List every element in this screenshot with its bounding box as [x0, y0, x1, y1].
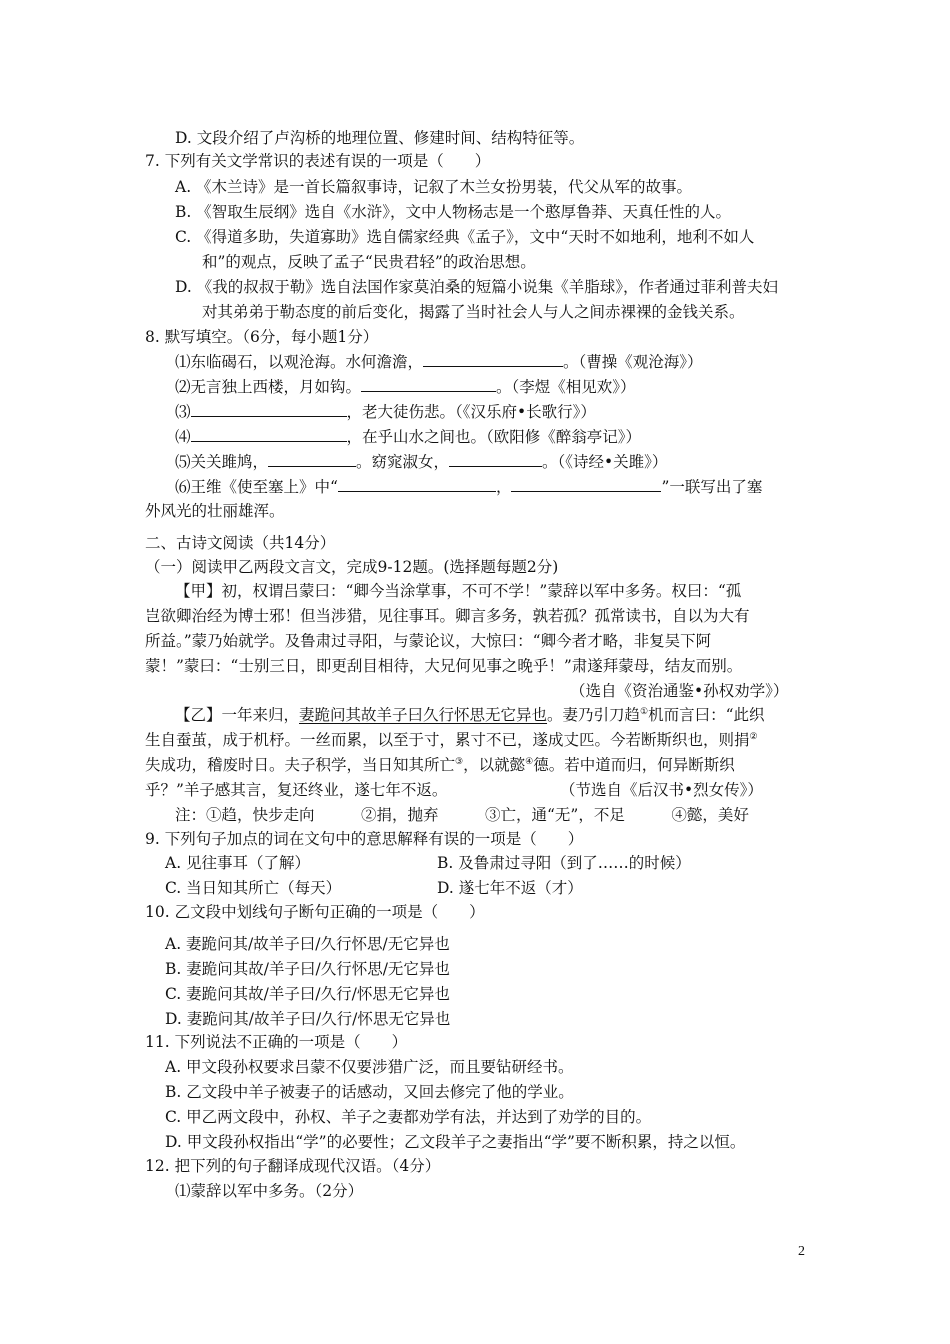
q8-item-6-text-a: ⑹王维《使至塞上》中“ — [175, 478, 338, 496]
q8-item-6-cont: 外风光的壮丽雄浑。 — [145, 502, 285, 520]
q8-item-1 — [175, 351, 703, 372]
q7-option-a: A. 《木兰诗》是一首长篇叙事诗，记叙了木兰女扮男装，代父从军的故事。 — [175, 178, 693, 196]
passage-yi-text-e: 失成功，稽废时日。夫子积学，当日知其所亡 — [145, 756, 456, 774]
q7-option-d-line1: D. 《我的叔叔于勒》选自法国作家莫泊桑的短篇小说集《羊脂球》，作者通过菲利普夫妇 — [175, 278, 778, 296]
q10-option-b: B. 妻跪问其故/羊子曰/久行怀思/无它异也 — [165, 960, 450, 978]
q12-stem: 12. 把下列的句子翻译成现代汉语。（4分） — [145, 1157, 441, 1175]
q8-item-5-blank-1[interactable] — [268, 451, 356, 467]
q6-option-d: D. 文段介绍了卢沟桥的地理位置、修建时间、结构特征等。 — [175, 129, 585, 147]
passage-jia-source: （选自《资治通鉴•孙权劝学》） — [570, 682, 789, 700]
q11-option-d: D. 甲文段孙权指出“学”的必要性；乙文段羊子之妻指出“学”要不断积累，持之以恒。 — [165, 1133, 746, 1151]
q9-option-b: B. 及鲁肃过寻阳（到了……的时候） — [437, 854, 691, 872]
q8-item-4 — [175, 426, 641, 447]
q10-stem: 10. 乙文段中划线句子断句正确的一项是（ ） — [145, 903, 485, 921]
passage-jia-line1: 【甲】初，权谓吕蒙曰：“卿今当涂掌事，不可不学！”蒙辞以军中多务。权曰：“孤 — [175, 582, 742, 600]
q11-stem: 11. 下列说法不正确的一项是（ ） — [145, 1033, 408, 1051]
q8-item-1-source: 。（曹操《观沧海》） — [563, 353, 703, 371]
passage-yi-source: （节选自《后汉书•烈女传》） — [560, 781, 763, 799]
note-ref-4: ④ — [525, 756, 534, 767]
q9-option-c: C. 当日知其所亡（每天） — [165, 879, 342, 897]
q9-stem: 9. 下列句子加点的词在文句中的意思解释有误的一项是（ ） — [145, 830, 584, 848]
passage-yi-text-d: 生自蚕茧，成于机杼。一丝而累，以至于寸，累寸不已，遂成丈匹。今若断斯织也，则捐 — [145, 731, 750, 749]
q8-item-4-blank[interactable] — [191, 426, 347, 442]
passage-yi-line3 — [145, 755, 735, 775]
q10-option-c: C. 妻跪问其故/羊子曰/久行/怀思无它异也 — [165, 985, 450, 1003]
passage-yi-text-f: ，以就懿 — [463, 756, 526, 774]
note-ref-2: ② — [749, 731, 758, 742]
passage-jia-line3: 所益。”蒙乃始就学。及鲁肃过寻阳，与蒙论议，大惊曰：“卿今者才略，非复吴下阿 — [145, 632, 712, 650]
q8-item-5-text-a: ⑸关关雎鸠， — [175, 453, 269, 471]
passage-yi-underlined-sentence: 妻跪问其故羊子曰久行怀思无它异也 — [299, 706, 548, 724]
passage-yi-text-a: 【乙】一年来归， — [175, 706, 300, 724]
q12-item-1: ⑴蒙辞以军中多务。（2分） — [175, 1182, 364, 1200]
q11-option-b: B. 乙文段中羊子被妻子的话感动，又回去修完了他的学业。 — [165, 1083, 574, 1101]
q8-item-6-comma: ， — [495, 478, 512, 496]
q8-item-5-source: 。（《诗经•关雎》） — [542, 453, 668, 471]
passage-jia-line4: 蒙！”蒙曰：“士别三日，即更刮目相待，大兄何见事之晚乎！”肃遂拜蒙母，结友而别。 — [145, 657, 743, 675]
q7-option-d-line2: 对其弟弟于勒态度的前后变化，揭露了当时社会人与人之间赤裸裸的金钱关系。 — [202, 303, 745, 321]
q8-item-4-label: ⑷ — [175, 428, 191, 446]
passage-yi-notes: 注：①趋，快步走向 ②捐，抛弃 ③亡，通“无”，不足 ④懿，美好 — [175, 806, 749, 824]
q10-option-d: D. 妻跪问其/故羊子曰/久行/怀思无它异也 — [165, 1010, 451, 1028]
q8-item-6-blank-1[interactable] — [338, 476, 496, 492]
passage-yi-text-b: 。妻乃引刀趋 — [547, 706, 641, 724]
q8-item-1-blank[interactable] — [423, 351, 563, 367]
q8-item-5-text-b: 。窈窕淑女， — [356, 453, 450, 471]
q8-item-3-label: ⑶ — [175, 403, 191, 421]
q7-stem: 7. 下列有关文学常识的表述有误的一项是（ ） — [145, 152, 491, 170]
q8-item-5 — [175, 451, 667, 472]
q8-item-2-blank[interactable] — [361, 376, 496, 392]
q8-item-6 — [175, 476, 762, 497]
q8-item-4-text: ，在乎山水之间也。（欧阳修《醉翁亭记》） — [346, 428, 642, 446]
q8-item-3-text: ，老大徒伤悲。（《汉乐府•长歌行》） — [346, 403, 596, 421]
passage-yi-line1 — [175, 705, 765, 725]
section-2-title: 二、古诗文阅读（共14分） — [145, 534, 336, 552]
q7-option-c-line1: C. 《得道多助，失道寡助》选自儒家经典《孟子》，文中“天时不如地利，地利不如人 — [175, 228, 755, 246]
passage-yi-line4: 乎？”羊子感其言，复还终业，遂七年不返。 — [145, 781, 448, 799]
section-2-subtitle: （一）阅读甲乙两段文言文，完成9-12题。(选择题每题2分) — [145, 558, 559, 576]
q8-item-3 — [175, 401, 596, 422]
q11-option-a: A. 甲文段孙权要求吕蒙不仅要涉猎广泛，而且要钻研经书。 — [165, 1058, 574, 1076]
passage-jia-line2: 岂欲卿治经为博士邪！但当涉猎，见往事耳。卿言多务，孰若孤？孤常读书，自以为大有 — [145, 607, 750, 625]
q8-item-6-text-b: ”一联写出了塞 — [661, 478, 763, 496]
q8-stem: 8. 默写填空。（6分，每小题1分） — [145, 328, 379, 346]
q9-option-a: A. 见往事耳（了解） — [165, 854, 311, 872]
q8-item-6-blank-2[interactable] — [511, 476, 661, 492]
q8-item-1-text: ⑴东临碣石，以观沧海。水何澹澹， — [175, 353, 424, 371]
q8-item-2-text: ⑵无言独上西楼，月如钩。 — [175, 378, 362, 396]
passage-yi-text-c: 机而言曰：“此织 — [648, 706, 765, 724]
q9-option-d: D. 遂七年不返（才） — [437, 879, 583, 897]
note-ref-3: ③ — [455, 756, 464, 767]
q8-item-2 — [175, 376, 636, 397]
q7-option-b: B. 《智取生辰纲》选自《水浒》，文中人物杨志是一个憨厚鲁莽、天真任性的人。 — [175, 203, 731, 221]
q8-item-2-source: 。（李煜《相见欢》） — [496, 378, 636, 396]
q11-option-c: C. 甲乙两文段中，孙权、羊子之妻都劝学有法，并达到了劝学的目的。 — [165, 1108, 652, 1126]
passage-yi-line2 — [145, 730, 758, 750]
q8-item-5-blank-2[interactable] — [449, 451, 542, 467]
q10-option-a: A. 妻跪问其/故羊子曰/久行怀思/无它异也 — [165, 935, 450, 953]
passage-yi-text-g: 德。若中道而归，何异断斯织 — [533, 756, 735, 774]
note-ref-1: ① — [640, 706, 649, 717]
q7-option-c-line2: 和”的观点，反映了孟子“民贵君轻”的政治思想。 — [202, 253, 536, 271]
q8-item-3-blank[interactable] — [191, 401, 347, 417]
page-number: 2 — [798, 1244, 805, 1259]
